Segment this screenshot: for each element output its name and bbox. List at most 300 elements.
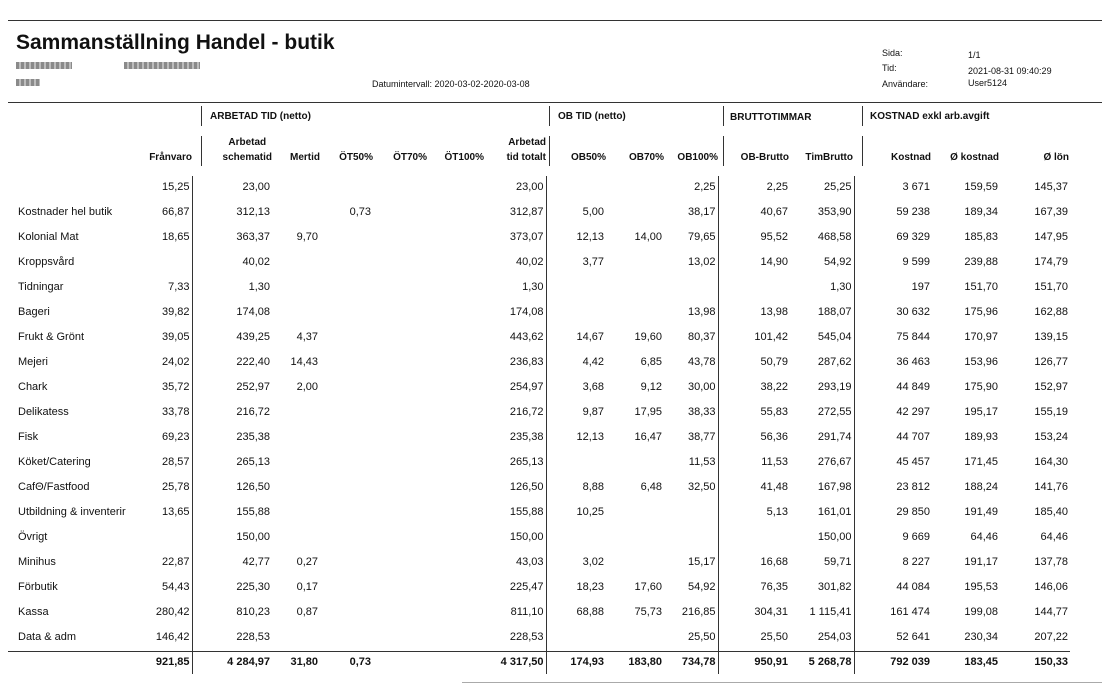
table-cell <box>373 276 427 301</box>
col-ot100: ÖT100% <box>444 152 484 163</box>
top-rule <box>8 20 1102 21</box>
table-cell: 9 599 <box>902 256 930 268</box>
table-cell <box>664 526 718 551</box>
table-cell: 25,50 <box>664 626 718 652</box>
table-cell: 216,72 <box>484 401 546 426</box>
table-cell: 2,25 <box>664 176 718 201</box>
table-cell: 147,95 <box>1034 231 1068 243</box>
table-cell: 101,42 <box>754 331 788 343</box>
redacted-store-id <box>16 79 40 86</box>
table-cell: 312,87 <box>484 201 546 226</box>
table-cell <box>427 376 484 401</box>
table-cell: 0,87 <box>296 606 318 618</box>
table-cell: 31,80 <box>272 652 320 675</box>
table-cell <box>427 476 484 501</box>
summary-table <box>8 176 1070 674</box>
table-cell: 41,48 <box>760 481 788 493</box>
table-cell: 161 474 <box>890 606 930 618</box>
table-cell: 185,40 <box>1034 506 1068 518</box>
table-cell: 137,78 <box>1034 556 1068 568</box>
row-label: Kostnader hel butik <box>18 206 113 218</box>
table-cell: 10,25 <box>576 506 604 518</box>
table-cell <box>373 501 427 526</box>
table-cell: 4 317,50 <box>484 652 546 675</box>
table-cell: 43,03 <box>484 551 546 576</box>
table-cell: 4 284,97 <box>192 652 272 675</box>
table-cell: 183,80 <box>606 652 664 675</box>
table-cell: 2,25 <box>766 181 788 193</box>
table-cell: 236,83 <box>484 351 546 376</box>
table-cell <box>373 652 427 675</box>
table-row <box>8 226 1070 251</box>
table-row <box>8 576 1070 601</box>
table-cell: 59 238 <box>896 206 930 218</box>
table-cell <box>606 176 664 201</box>
table-row <box>8 426 1070 451</box>
table-cell: 14,00 <box>634 231 662 243</box>
row-label: Köket/Catering <box>18 456 91 468</box>
table-cell: 5,00 <box>582 206 604 218</box>
user-value: User5124 <box>968 78 1008 88</box>
table-cell: 175,90 <box>964 381 998 393</box>
redacted-company-name <box>16 62 72 69</box>
table-cell: 7,33 <box>134 276 192 301</box>
table-cell: 13,98 <box>664 301 718 326</box>
table-cell: 792 039 <box>854 652 932 675</box>
col-ob50: OB50% <box>570 152 606 163</box>
table-cell: 254,03 <box>790 626 854 652</box>
table-cell: 54,43 <box>134 576 192 601</box>
header-separator <box>201 136 202 166</box>
group-kostnad: KOSTNAD exkl arb.avgift <box>870 111 990 122</box>
table-cell: 44 849 <box>896 381 930 393</box>
table-cell <box>320 326 373 351</box>
table-cell: 239,88 <box>964 256 998 268</box>
row-label: Fisk <box>18 431 39 443</box>
table-cell: 22,87 <box>134 551 192 576</box>
table-cell: 25,78 <box>134 476 192 501</box>
table-cell: 12,13 <box>576 431 604 443</box>
table-cell <box>272 201 320 226</box>
table-cell: 155,19 <box>1034 406 1068 418</box>
table-cell: 373,07 <box>484 226 546 251</box>
table-cell: 44 084 <box>896 581 930 593</box>
table-cell: 144,77 <box>1034 606 1068 618</box>
footer-rule <box>462 682 1102 683</box>
table-cell: 40,02 <box>242 256 270 268</box>
table-cell: 44 707 <box>896 431 930 443</box>
table-row <box>8 251 1070 276</box>
table-cell: 235,38 <box>484 426 546 451</box>
table-cell <box>320 576 373 601</box>
table-cell: 950,91 <box>718 652 790 675</box>
table-cell: 38,33 <box>664 401 718 426</box>
table-cell: 9 669 <box>902 531 930 543</box>
table-cell: 1,30 <box>248 281 270 293</box>
table-cell: 3 671 <box>902 181 930 193</box>
table-cell <box>427 501 484 526</box>
table-cell: 3,77 <box>582 256 604 268</box>
table-cell: 159,59 <box>964 181 998 193</box>
row-label: Utbildning & inventerir <box>18 506 126 518</box>
table-cell <box>427 426 484 451</box>
table-cell <box>546 176 606 201</box>
table-cell: 174,93 <box>546 652 606 675</box>
table-cell <box>320 251 373 276</box>
table-cell: 174,08 <box>484 301 546 326</box>
table-cell <box>718 276 790 301</box>
table-cell: 18,23 <box>576 581 604 593</box>
table-cell: 56,36 <box>760 431 788 443</box>
table-cell: 23 812 <box>896 481 930 493</box>
table-cell: 6,85 <box>640 356 662 368</box>
group-separator <box>723 106 724 126</box>
col-arbetad-schematid: Arbetad schematid <box>222 137 272 163</box>
table-cell: 1,30 <box>484 276 546 301</box>
table-cell <box>427 251 484 276</box>
table-cell: 195,53 <box>964 581 998 593</box>
table-cell <box>427 576 484 601</box>
table-cell: 734,78 <box>664 652 718 675</box>
group-arbetad-tid: ARBETAD TID (netto) <box>210 111 311 122</box>
table-cell: 150,00 <box>236 531 270 543</box>
table-cell <box>272 401 320 426</box>
table-row <box>8 526 1070 551</box>
row-label: Mejeri <box>18 356 48 368</box>
table-row <box>8 376 1070 401</box>
table-cell: 167,39 <box>1034 206 1068 218</box>
table-cell <box>272 476 320 501</box>
table-cell: 25,50 <box>760 631 788 643</box>
table-cell: 363,37 <box>236 231 270 243</box>
table-cell: 439,25 <box>236 331 270 343</box>
table-cell <box>373 576 427 601</box>
table-cell <box>606 201 664 226</box>
table-cell: 13,02 <box>664 251 718 276</box>
table-row <box>8 401 1070 426</box>
col-ob100: OB100% <box>677 152 718 163</box>
table-cell: 13,65 <box>134 501 192 526</box>
table-cell: 280,42 <box>134 601 192 626</box>
table-cell: 29 850 <box>896 506 930 518</box>
table-cell: 170,97 <box>964 331 998 343</box>
table-cell: 12,13 <box>576 231 604 243</box>
table-cell <box>320 551 373 576</box>
table-row <box>8 301 1070 326</box>
table-cell: 54,92 <box>790 251 854 276</box>
row-label <box>8 176 134 201</box>
table-cell: 146,42 <box>134 626 192 652</box>
table-cell: 468,58 <box>790 226 854 251</box>
table-cell: 216,85 <box>664 601 718 626</box>
table-cell <box>272 276 320 301</box>
table-cell: 16,68 <box>760 556 788 568</box>
table-cell: 16,47 <box>634 431 662 443</box>
row-label: Förbutik <box>18 581 58 593</box>
table-cell <box>373 551 427 576</box>
table-cell: 191,49 <box>964 506 998 518</box>
row-label: Övrigt <box>18 531 48 543</box>
group-ob-tid: OB TID (netto) <box>558 111 626 122</box>
table-row <box>8 326 1070 351</box>
table-cell: 11,53 <box>761 456 788 468</box>
table-cell: 152,97 <box>1034 381 1068 393</box>
table-cell: 76,35 <box>760 581 788 593</box>
table-cell: 353,90 <box>790 201 854 226</box>
col-ot70: ÖT70% <box>393 152 427 163</box>
table-cell <box>320 226 373 251</box>
table-cell <box>373 476 427 501</box>
table-cell: 139,15 <box>1034 331 1068 343</box>
table-row <box>8 451 1070 476</box>
table-cell: 75 844 <box>896 331 930 343</box>
table-cell: 2,00 <box>296 381 318 393</box>
table-cell: 35,72 <box>134 376 192 401</box>
table-cell: 188,24 <box>964 481 998 493</box>
table-cell: 167,98 <box>790 476 854 501</box>
table-cell: 18,65 <box>134 226 192 251</box>
table-cell: 0,73 <box>320 652 373 675</box>
table-cell: 301,82 <box>790 576 854 601</box>
group-separator <box>201 106 202 126</box>
table-cell <box>427 652 484 675</box>
table-cell <box>427 451 484 476</box>
table-cell <box>373 526 427 551</box>
table-cell: 545,04 <box>790 326 854 351</box>
col-arbetad-tid-totalt: Arbetad tid totalt <box>506 137 546 163</box>
table-cell: 151,70 <box>964 281 998 293</box>
table-cell: 13,98 <box>760 306 788 318</box>
table-cell: 171,45 <box>964 456 998 468</box>
table-cell: 3,68 <box>582 381 604 393</box>
table-cell: 312,13 <box>236 206 270 218</box>
row-label <box>8 652 134 675</box>
table-cell: 69 329 <box>896 231 930 243</box>
table-cell: 66,87 <box>134 201 192 226</box>
table-cell <box>427 551 484 576</box>
table-cell <box>606 301 664 326</box>
table-cell: 8 227 <box>902 556 930 568</box>
table-cell: 235,38 <box>236 431 270 443</box>
table-row <box>8 551 1070 576</box>
table-cell: 151,70 <box>1034 281 1068 293</box>
row-label: Tidningar <box>18 281 64 293</box>
table-cell: 150,33 <box>1000 652 1070 675</box>
table-cell <box>272 251 320 276</box>
row-label: Data & adm <box>18 631 77 643</box>
table-row <box>8 176 1070 201</box>
table-cell: 0,27 <box>296 556 318 568</box>
table-row <box>8 201 1070 226</box>
table-cell: 14,43 <box>290 356 318 368</box>
table-cell: 188,07 <box>790 301 854 326</box>
table-cell: 28,57 <box>134 451 192 476</box>
table-cell <box>320 626 373 652</box>
table-cell <box>320 276 373 301</box>
table-cell: 17,60 <box>634 581 662 593</box>
table-cell: 38,22 <box>760 381 788 393</box>
table-cell <box>606 551 664 576</box>
table-cell: 0,17 <box>296 581 318 593</box>
table-cell: 207,22 <box>1034 631 1068 643</box>
table-cell <box>272 176 320 201</box>
table-cell: 291,74 <box>790 426 854 451</box>
table-cell <box>427 276 484 301</box>
table-cell: 1,30 <box>790 276 854 301</box>
col-franvaro: Frånvaro <box>149 152 192 163</box>
table-cell: 14,90 <box>760 256 788 268</box>
table-cell <box>373 301 427 326</box>
table-cell: 30,00 <box>664 376 718 401</box>
table-cell <box>373 601 427 626</box>
date-range: Datumintervall: 2020-03-02-2020-03-08 <box>372 79 530 89</box>
table-cell: 272,55 <box>790 401 854 426</box>
table-cell: 183,45 <box>932 652 1000 675</box>
table-cell: 189,93 <box>964 431 998 443</box>
table-cell: 15,17 <box>664 551 718 576</box>
table-cell: 811,10 <box>484 601 546 626</box>
table-cell <box>272 301 320 326</box>
table-cell <box>320 401 373 426</box>
table-cell: 150,00 <box>790 526 854 551</box>
table-cell: 4,42 <box>582 356 604 368</box>
table-cell: 5,13 <box>766 506 788 518</box>
table-cell: 40,67 <box>760 206 788 218</box>
header-separator <box>549 136 550 166</box>
redacted-store-name <box>124 62 200 69</box>
table-cell <box>272 501 320 526</box>
table-cell <box>373 201 427 226</box>
table-cell <box>272 426 320 451</box>
table-cell: 36 463 <box>896 356 930 368</box>
table-cell <box>373 451 427 476</box>
table-cell: 199,08 <box>964 606 998 618</box>
table-cell: 5 268,78 <box>790 652 854 675</box>
row-label: CafΘ/Fastfood <box>18 481 90 493</box>
table-cell: 4,37 <box>296 331 318 343</box>
table-cell: 38,17 <box>664 201 718 226</box>
table-cell: 150,00 <box>484 526 546 551</box>
table-cell: 14,67 <box>576 331 604 343</box>
table-cell <box>606 251 664 276</box>
row-label: Kassa <box>18 606 49 618</box>
table-cell <box>320 526 373 551</box>
table-cell: 64,46 <box>1040 531 1068 543</box>
table-cell <box>373 401 427 426</box>
table-cell: 191,17 <box>964 556 998 568</box>
table-cell: 9,12 <box>640 381 662 393</box>
table-cell: 443,62 <box>484 326 546 351</box>
table-cell <box>427 526 484 551</box>
table-cell: 17,95 <box>634 406 662 418</box>
row-label: Bageri <box>18 306 50 318</box>
col-timbrutto: TimBrutto <box>805 152 853 163</box>
table-cell: 252,97 <box>236 381 270 393</box>
table-cell <box>272 626 320 652</box>
table-cell: 197 <box>911 281 930 293</box>
table-cell: 265,13 <box>236 456 270 468</box>
table-row <box>8 626 1070 652</box>
table-cell <box>427 201 484 226</box>
table-cell: 42 297 <box>896 406 930 418</box>
table-cell: 52 641 <box>896 631 930 643</box>
col-ob70: OB70% <box>628 152 664 163</box>
table-cell: 153,24 <box>1034 431 1068 443</box>
page-label: Sida: <box>882 48 903 58</box>
table-cell: 95,52 <box>760 231 788 243</box>
table-cell: 45 457 <box>896 456 930 468</box>
table-cell <box>664 276 718 301</box>
table-cell <box>373 376 427 401</box>
table-cell: 174,79 <box>1034 256 1068 268</box>
table-cell: 164,30 <box>1034 456 1068 468</box>
table-cell <box>427 626 484 652</box>
table-cell: 254,97 <box>484 376 546 401</box>
table-cell <box>320 426 373 451</box>
table-row <box>8 601 1070 626</box>
table-cell <box>320 501 373 526</box>
row-label: Frukt & Grönt <box>18 331 85 343</box>
table-cell <box>373 176 427 201</box>
report-title: Sammanställning Handel - butik <box>16 31 335 54</box>
table-cell: 126,50 <box>236 481 270 493</box>
table-cell: 30 632 <box>896 306 930 318</box>
table-cell <box>272 451 320 476</box>
table-cell: 921,85 <box>134 652 192 675</box>
table-cell: 43,78 <box>664 351 718 376</box>
table-cell: 0,73 <box>349 206 371 218</box>
totals-row <box>8 652 1070 675</box>
page-value: 1/1 <box>968 50 981 60</box>
table-cell: 15,25 <box>134 176 192 201</box>
table-cell: 23,00 <box>242 181 270 193</box>
group-bruttotimmar: BRUTTOTIMMAR <box>730 112 812 123</box>
table-cell: 185,83 <box>964 231 998 243</box>
table-cell: 19,60 <box>634 331 662 343</box>
table-cell <box>320 351 373 376</box>
table-cell: 79,65 <box>664 226 718 251</box>
table-cell: 42,77 <box>242 556 270 568</box>
table-cell <box>606 501 664 526</box>
table-cell: 23,00 <box>484 176 546 201</box>
table-cell <box>546 451 606 476</box>
table-cell: 39,05 <box>134 326 192 351</box>
table-cell: 174,08 <box>236 306 270 318</box>
table-cell: 38,77 <box>664 426 718 451</box>
group-separator <box>549 106 550 126</box>
table-cell: 69,23 <box>134 426 192 451</box>
table-cell <box>320 176 373 201</box>
table-cell <box>546 626 606 652</box>
table-cell: 155,88 <box>236 506 270 518</box>
table-cell: 33,78 <box>134 401 192 426</box>
col-ot50: ÖT50% <box>339 152 373 163</box>
table-cell <box>546 526 606 551</box>
table-cell: 25,25 <box>790 176 854 201</box>
table-cell: 146,06 <box>1034 581 1068 593</box>
table-cell <box>427 401 484 426</box>
table-row <box>8 351 1070 376</box>
header-rule <box>8 102 1102 103</box>
row-label: Delikatess <box>18 406 69 418</box>
table-cell <box>320 601 373 626</box>
row-label: Kolonial Mat <box>18 231 79 243</box>
table-cell <box>606 526 664 551</box>
table-cell <box>373 326 427 351</box>
table-cell: 9,70 <box>296 231 318 243</box>
table-cell: 59,71 <box>790 551 854 576</box>
table-cell <box>427 601 484 626</box>
